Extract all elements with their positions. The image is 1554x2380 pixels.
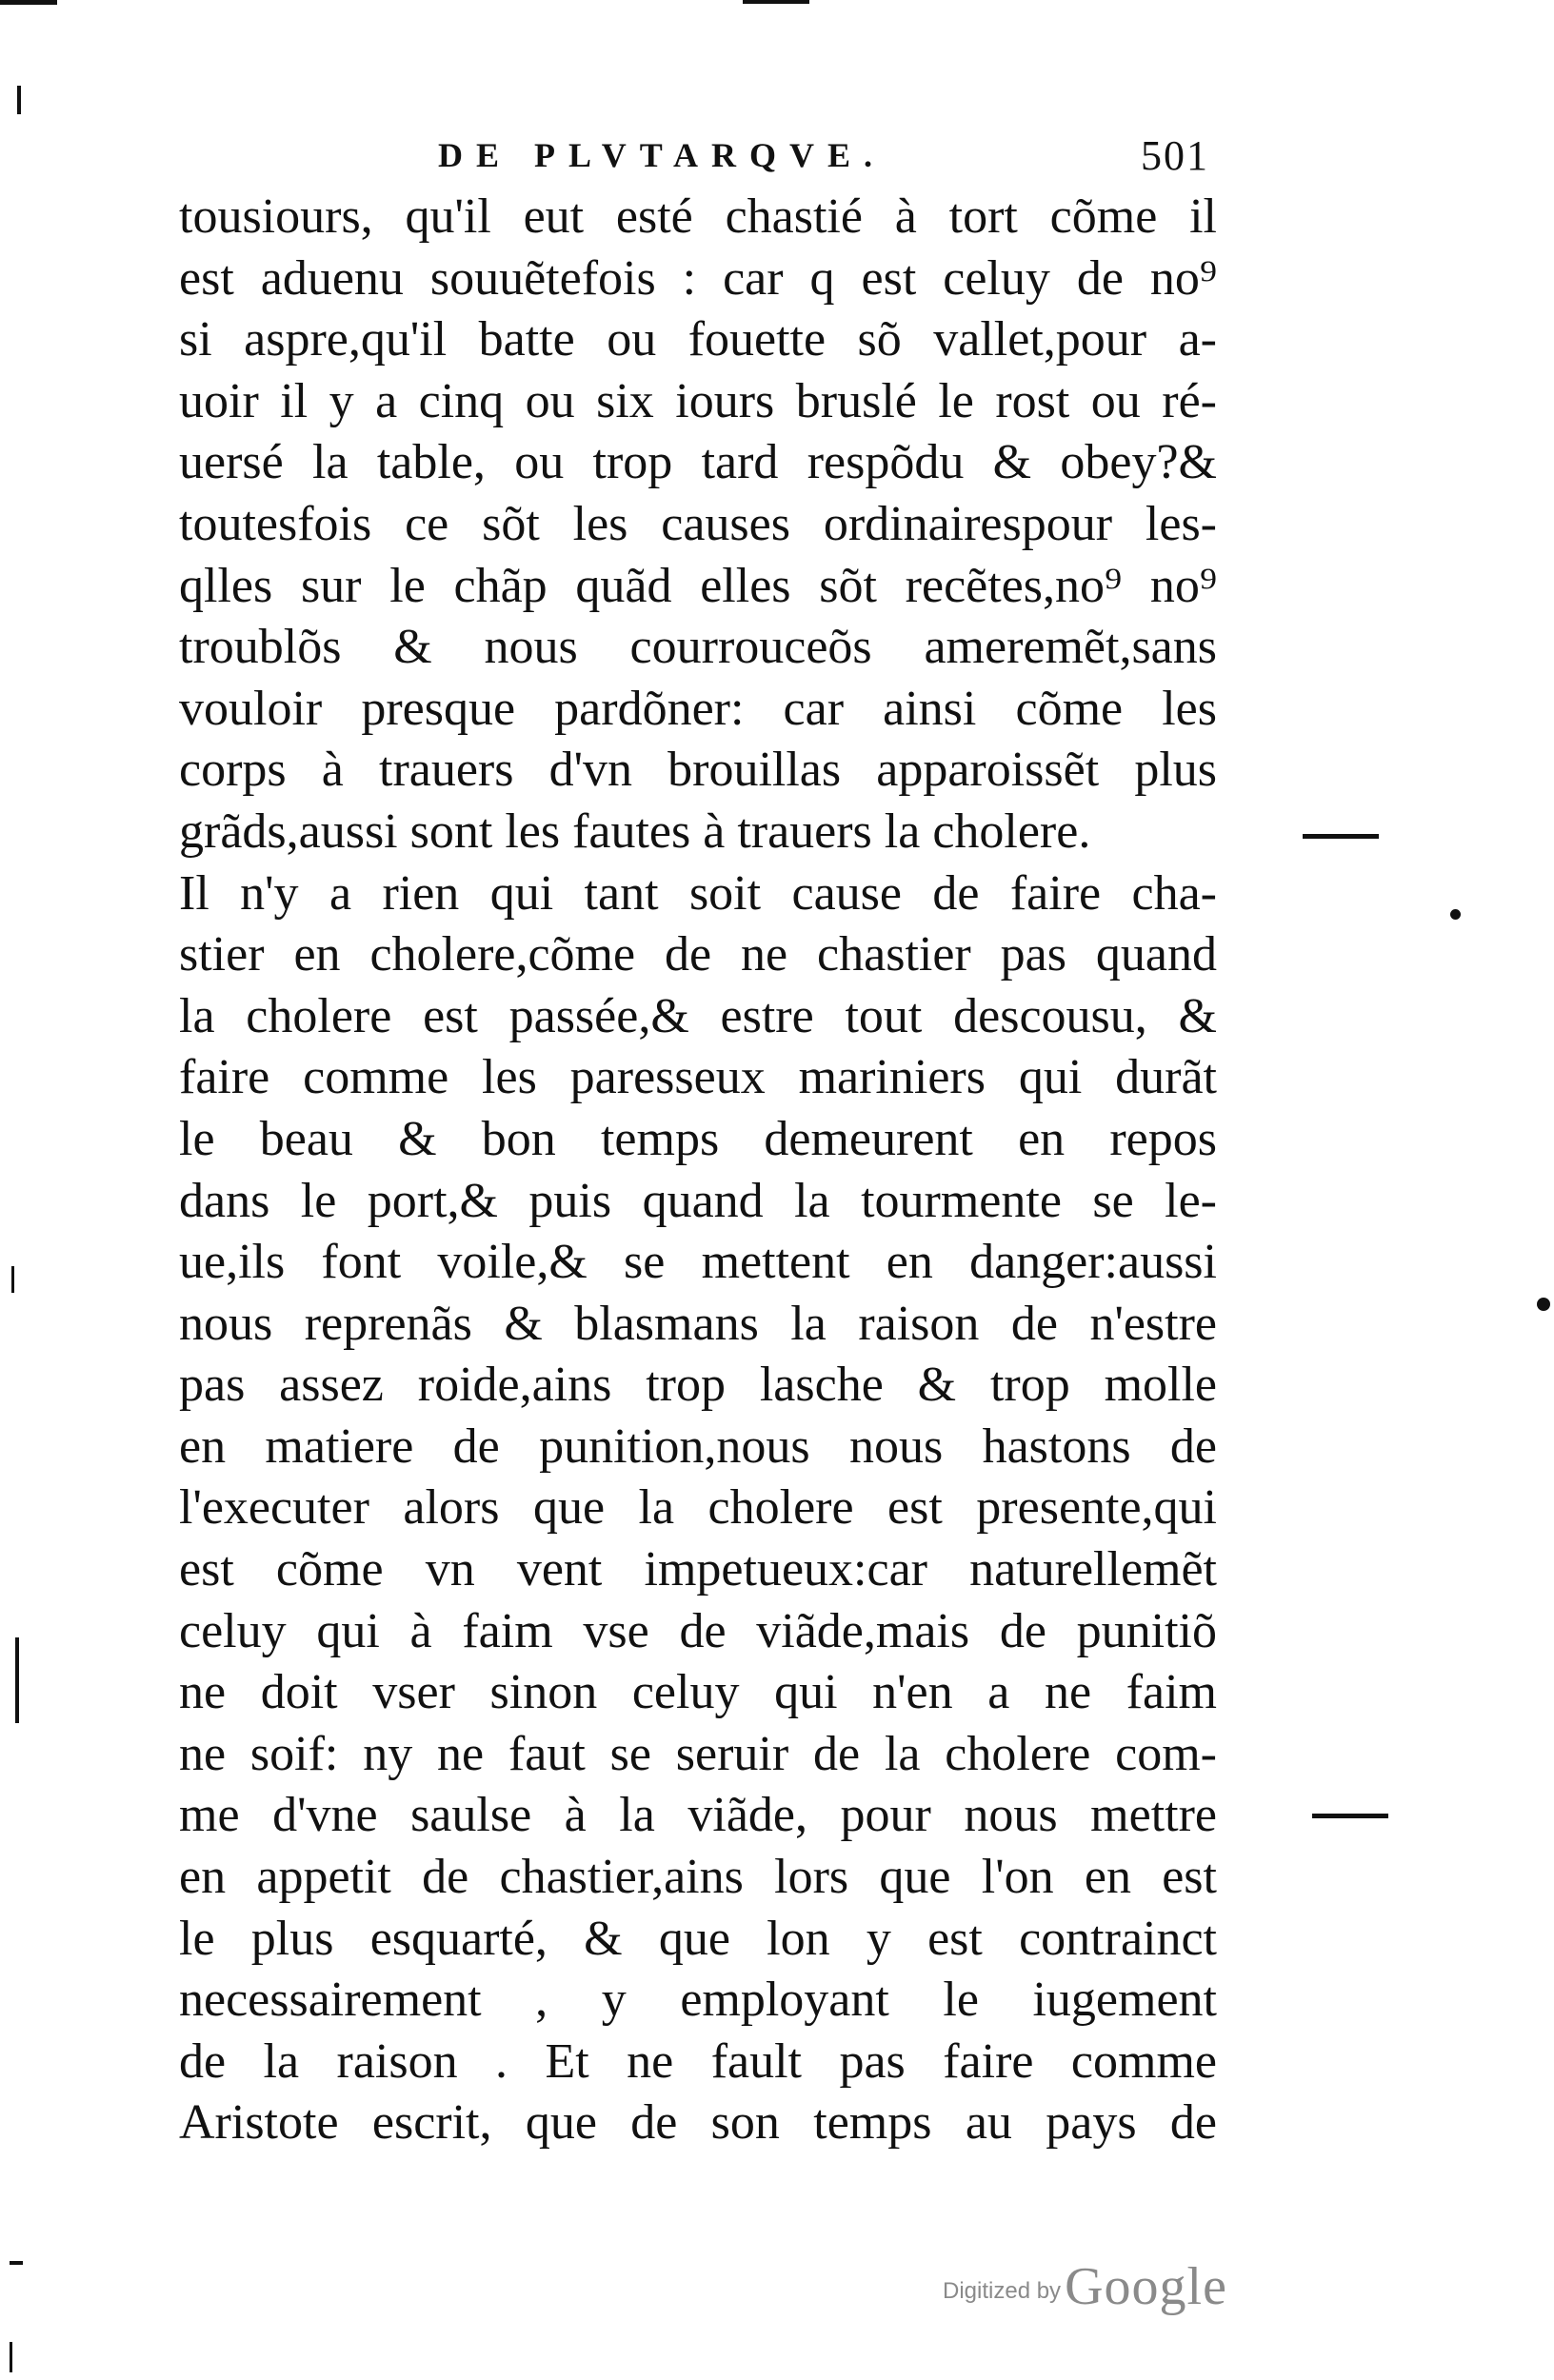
text-line: grãds,aussi sont les fautes à trauers la cholere. (179, 803, 1091, 859)
digitized-by-watermark (943, 2256, 1227, 2316)
top-rule-center (743, 0, 809, 4)
text-line: celuy qui à faim vse de viãde,mais de punitiõ (179, 1603, 1217, 1658)
running-head (181, 132, 1209, 179)
text-line: tousiours, qu'il eut esté chastié à tort cõme il (179, 189, 1217, 244)
text-line: Aristote escrit, que de son temps au pays de (179, 2095, 1217, 2151)
text-line: toutesfois ce sõt les causes ordinairespour les- (179, 496, 1217, 551)
text-line: nous reprenãs & blasmans la raison de n'estre (179, 1296, 1217, 1351)
body-text (179, 187, 1217, 2154)
text-line: si aspre,qu'il batte ou fouette sõ vallet,pour a- (179, 312, 1217, 367)
text-line: est aduenu souuẽtefois : car q est celuy de no⁹ (179, 250, 1217, 306)
text-line: uersé la table, ou trop tard respõdu & obey?& (179, 435, 1217, 490)
text-line: necessairement , y employant le iugement (179, 1973, 1217, 2028)
left-edge-mark (15, 1637, 19, 1723)
running-title: DE PLVTARQVE. (438, 136, 887, 174)
top-left-rule (0, 0, 57, 5)
text-line: vouloir presque pardõner: car ainsi cõme les (179, 681, 1217, 736)
text-line: est cõme vn vent impetueux:car naturellemẽt (179, 1542, 1217, 1597)
left-edge-mark (17, 86, 21, 114)
text-line: dans le port,& puis quand la tourmente se le- (179, 1173, 1217, 1228)
text-line: troublõs & nous courrouceõs ameremẽt,sans (179, 620, 1217, 675)
text-line: me d'vne saulse à la viãde, pour nous mettre (179, 1788, 1217, 1843)
watermark-brand: Google (1065, 2257, 1227, 2316)
text-line: ne soif: ny ne faut se seruir de la cholere com- (179, 1726, 1217, 1781)
page-number: 501 (1141, 132, 1209, 179)
text-line: stier en cholere,cõme de ne chastier pas quand (179, 927, 1217, 982)
text-line: de la raison . Et ne fault pas faire comme (179, 2033, 1217, 2089)
left-edge-mark (10, 2261, 23, 2265)
right-margin-dot (1450, 909, 1461, 920)
left-edge-mark (10, 2342, 12, 2372)
text-line: uoir il y a cinq ou six iours bruslé le rost ou ré- (179, 373, 1217, 428)
text-line: le beau & bon temps demeurent en repos (179, 1111, 1217, 1166)
text-line: ne doit vser sinon celuy qui n'en a ne faim (179, 1665, 1217, 1720)
watermark-prefix: Digitized by (943, 2278, 1062, 2304)
text-line: le plus esquarté, & que lon y est contrainct (179, 1911, 1217, 1966)
right-margin-dot (1537, 1298, 1550, 1311)
text-line: faire comme les paresseux mariniers qui durãt (179, 1050, 1217, 1105)
right-margin-dash (1303, 834, 1379, 839)
text-line: Il n'y a rien qui tant soit cause de faire cha- (179, 865, 1217, 921)
text-line: en matiere de punition,nous nous hastons de (179, 1418, 1217, 1474)
text-line: pas assez roide,ains trop lasche & trop molle (179, 1358, 1217, 1413)
text-line: la cholere est passée,& estre tout descousu, & (179, 988, 1217, 1043)
text-line: corps à trauers d'vn brouillas apparoissẽt plus (179, 743, 1217, 798)
text-line: ue,ils font voile,& se mettent en danger:aussi (179, 1235, 1217, 1290)
left-edge-mark (11, 1266, 14, 1293)
text-line: en appetit de chastier,ains lors que l'on en est (179, 1850, 1217, 1905)
text-line: l'executer alors que la cholere est presente,qui (179, 1480, 1217, 1536)
text-line: qlles sur le chãp quãd elles sõt recẽtes,no⁹ no⁹ (179, 558, 1217, 613)
right-margin-dash (1312, 1814, 1388, 1818)
